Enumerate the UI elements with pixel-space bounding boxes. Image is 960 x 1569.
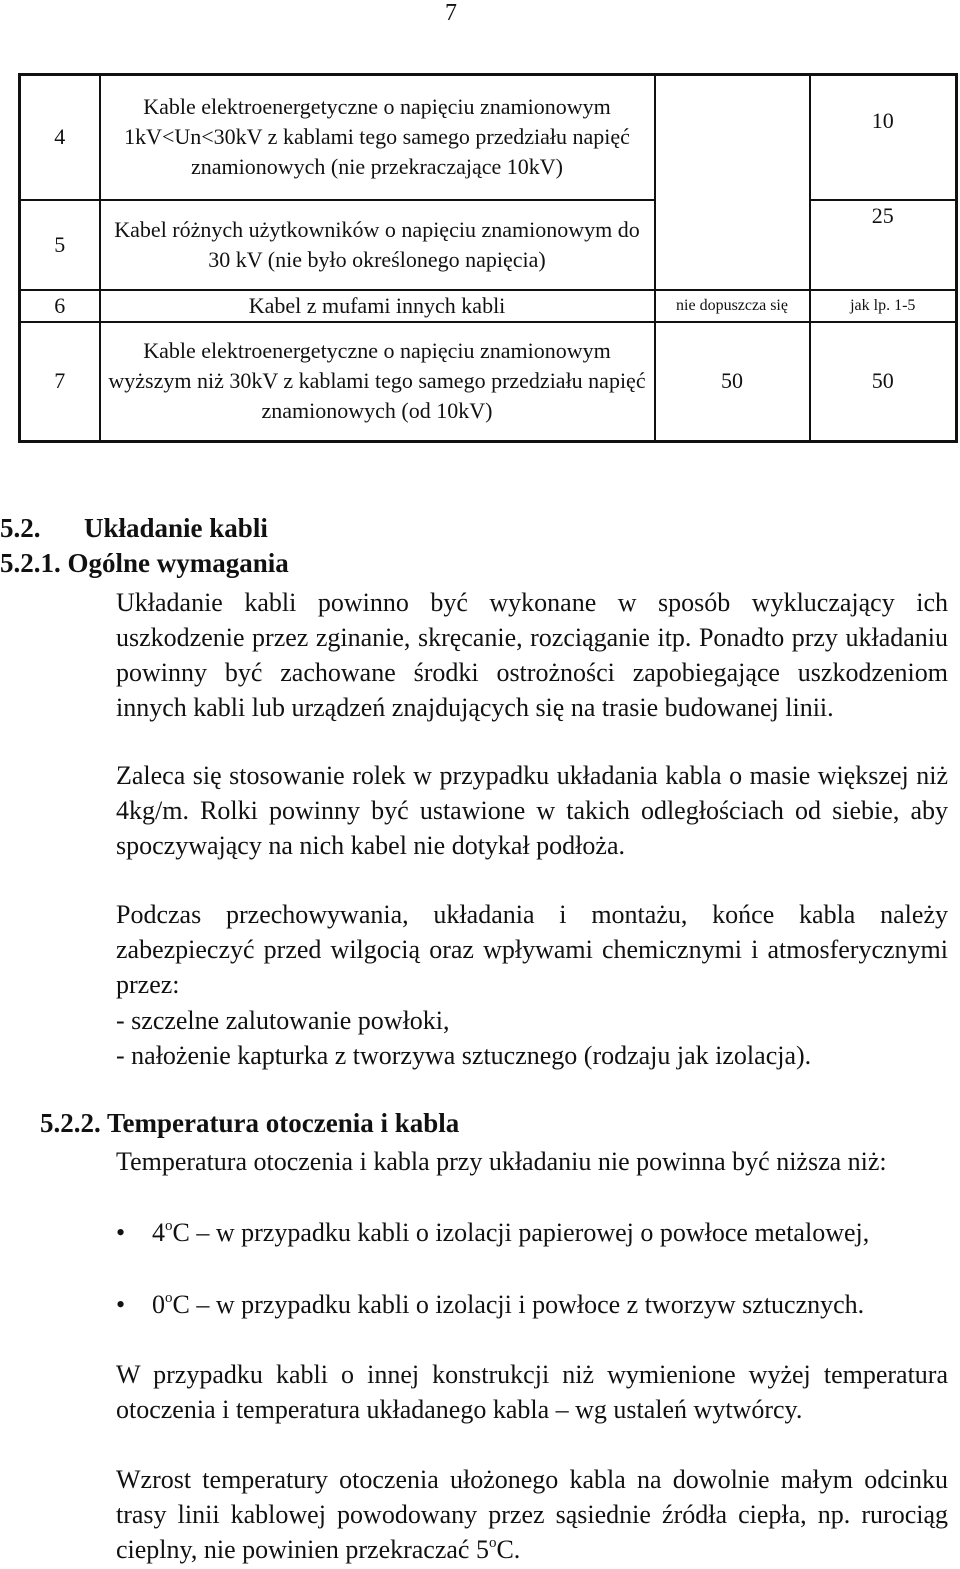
row-number: 4 bbox=[20, 75, 100, 200]
section-number: 5.2.1. bbox=[0, 548, 61, 578]
section-title: Układanie kabli bbox=[84, 513, 268, 543]
row-value-col3 bbox=[655, 75, 810, 290]
bullet-text: 0$^o$C – w przypadku kabli o izolacji i powłoce z tworzyw sztucznych. bbox=[152, 1290, 865, 1319]
paragraph: Zaleca się stosowanie rolek w przypadku układania kabla o masie większej niż 4kg/m. Rolki powinny być ustawione w takich odległościach od siebie, aby spoczywający na nich kabel nie dotykał podłoża. bbox=[116, 761, 948, 860]
table-row bbox=[20, 200, 957, 290]
section-title: Temperatura otoczenia i kabla bbox=[107, 1108, 460, 1138]
dash-item: - szczelne zalutowanie powłoki, bbox=[116, 1006, 450, 1035]
table-row bbox=[20, 75, 957, 200]
row-number: 6 bbox=[20, 290, 100, 322]
section-heading-5-2 bbox=[0, 513, 268, 544]
bullet-icon: • bbox=[116, 1290, 126, 1319]
row-description: Kabel z mufami innych kabli bbox=[100, 290, 655, 322]
paragraph: Podczas przechowywania, układania i montażu, końce kabla należy zabezpieczyć przed wilgocią oraz wpływami chemicznymi i atmosferycznymi przez: bbox=[116, 900, 948, 999]
dash-item: - nałożenie kapturka z tworzywa sztucznego (rodzaju jak izolacja). bbox=[116, 1041, 812, 1070]
paragraph: W przypadku kabli o innej konstrukcji niż wymienione wyżej temperatura otoczenia i temperatura układanego kabla – wg ustaleń wytwórcy. bbox=[116, 1360, 948, 1424]
section-title: Ogólne wymagania bbox=[67, 548, 289, 578]
section-number: 5.2.2. bbox=[40, 1108, 101, 1138]
section-number: 5.2. bbox=[0, 513, 41, 543]
row-description: Kabel różnych użytkowników o napięciu znamionowym do 30 kV (nie było określonego napięcia) bbox=[100, 200, 655, 290]
row-description: Kable elektroenergetyczne o napięciu znamionowym wyższym niż 30kV z kablami tego samego przedziału napięć znamionowych (od 10kV) bbox=[100, 322, 655, 442]
row-value-col3: nie dopuszcza się bbox=[655, 290, 810, 322]
row-value-col4: 50 bbox=[810, 322, 957, 442]
row-description: Kable elektroenergetyczne o napięciu znamionowym 1kV<Un<30kV z kablami tego samego przedziału napięć znamionowych (nie przekraczające 10kV) bbox=[100, 75, 655, 200]
row-value-col3: 50 bbox=[655, 322, 810, 442]
row-number: 5 bbox=[20, 200, 100, 290]
row-value-col4: 10 bbox=[810, 75, 957, 200]
table-row bbox=[20, 322, 957, 442]
separation-table bbox=[18, 73, 958, 443]
bullet-icon: • bbox=[116, 1218, 126, 1247]
row-value-col4: jak lp. 1-5 bbox=[810, 290, 957, 322]
section-heading-5-2-1 bbox=[0, 548, 289, 579]
row-number: 7 bbox=[20, 322, 100, 442]
section-heading-5-2-2 bbox=[40, 1108, 459, 1139]
bullet-text: 4$^o$C – w przypadku kabli o izolacji papierowej o powłoce metalowej, bbox=[152, 1218, 870, 1247]
paragraph: Układanie kabli powinno być wykonane w sposób wykluczający ich uszkodzenie przez zginanie, skręcanie, rozciąganie itp. Ponadto przy układaniu powinny być zachowane środki ostrożności zapobiegające uszkodzeniom innych kabli lub urządzeń znajdujących się na trasie budowanej linii. bbox=[116, 588, 948, 722]
paragraph: Wzrost temperatury otoczenia ułożonego kabla na dowolnie małym odcinku trasy linii kablowej powodowany przez sąsiednie źródła ciepła, np. rurociąg cieplny, nie powinien przekraczać 5$^o$C. bbox=[116, 1465, 948, 1564]
table-row bbox=[20, 290, 957, 322]
page-number: 7 bbox=[445, 0, 457, 26]
row-value-col4: 25 bbox=[810, 200, 957, 290]
paragraph: Temperatura otoczenia i kabla przy układaniu nie powinna być niższa niż: bbox=[116, 1147, 887, 1176]
